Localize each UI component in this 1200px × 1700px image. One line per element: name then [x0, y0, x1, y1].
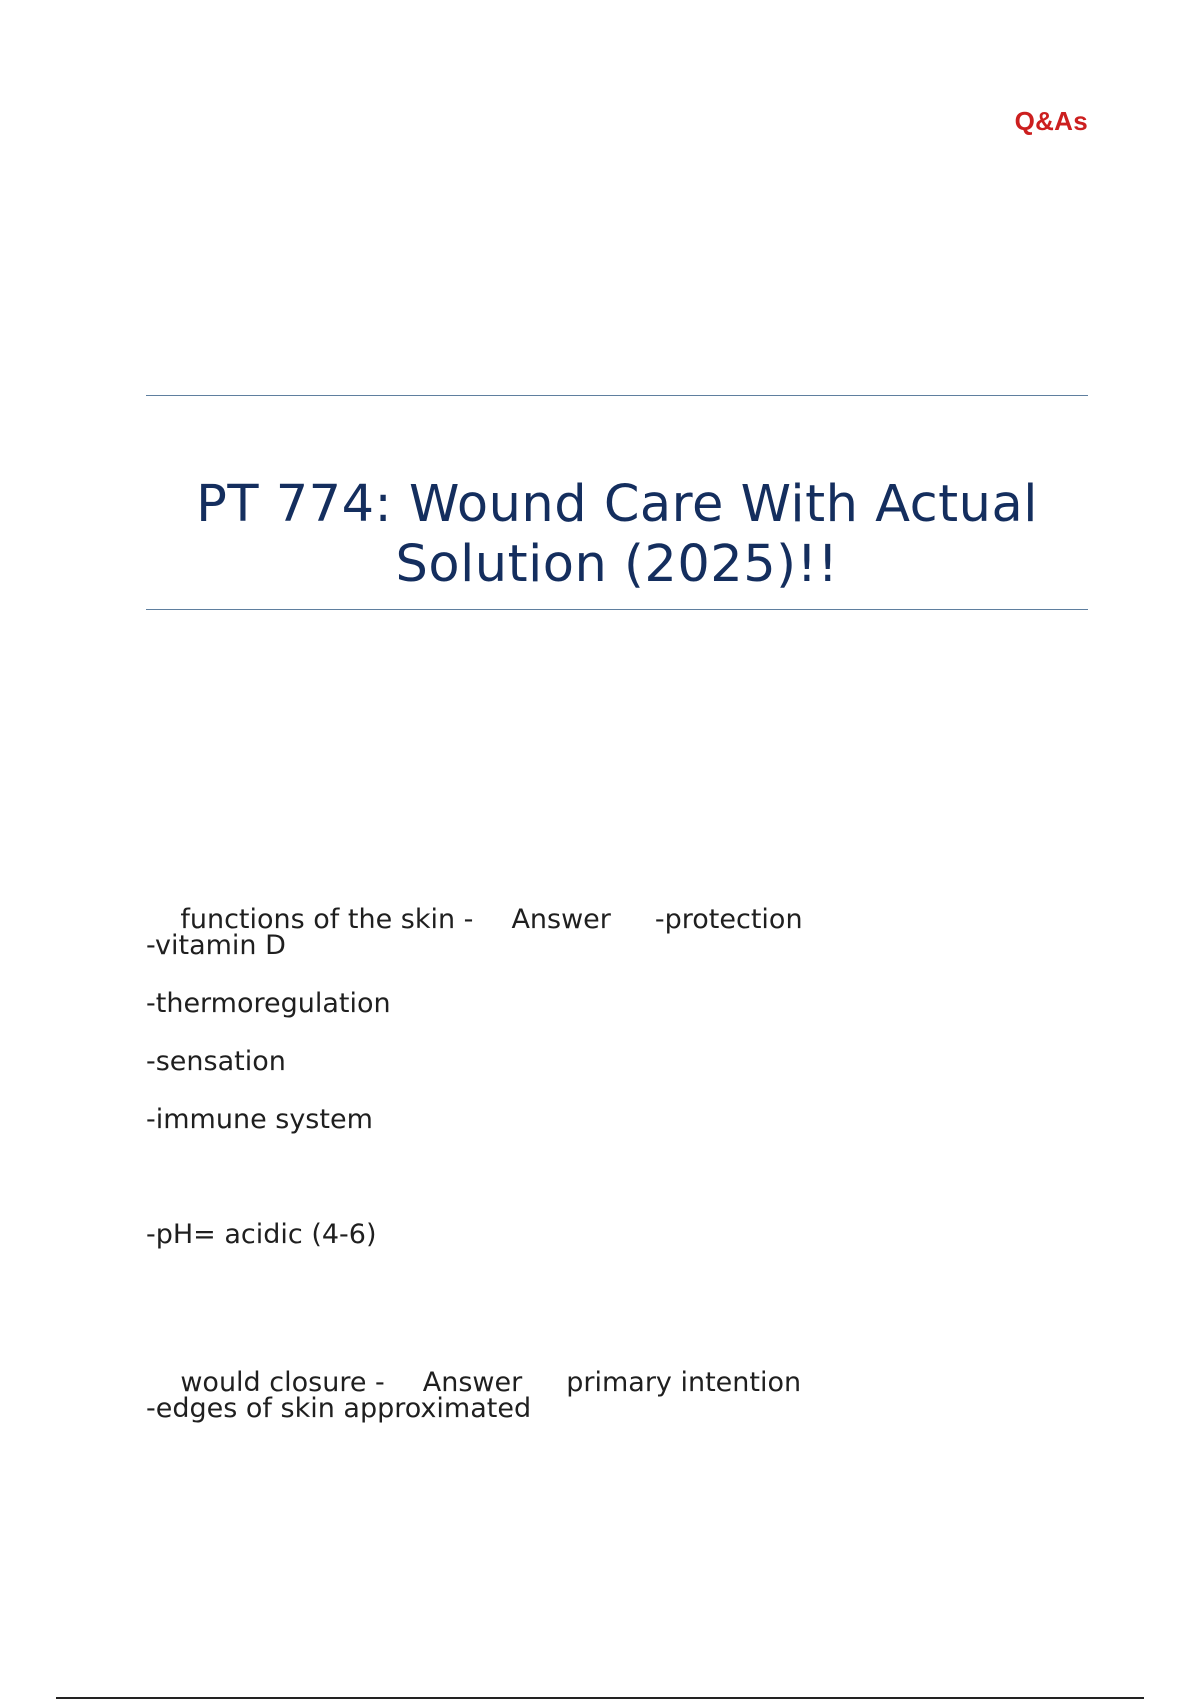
qa-1-answer-line: -vitamin D — [146, 930, 286, 961]
qa-1-answer-first: -protection — [654, 904, 803, 935]
qa-1-answer-line: -immune system — [146, 1104, 373, 1135]
qa-2-answer-label: Answer — [422, 1367, 523, 1398]
qa-2-question: would closure - — [180, 1367, 385, 1398]
qa-2-answer-line: -edges of skin approximated — [146, 1393, 532, 1424]
title-line-2: Solution (2025)!! — [395, 535, 839, 594]
qa-2-answer-first: primary intention — [566, 1367, 802, 1398]
qa-1-question: functions of the skin - — [180, 904, 474, 935]
title-bottom-rule — [146, 609, 1088, 610]
qas-tag: Q&As — [1014, 106, 1088, 136]
qa-1-answer-line: -pH= acidic (4-6) — [146, 1219, 377, 1250]
qa-1-answer-line: -sensation — [146, 1046, 286, 1077]
qa-1-answer-label: Answer — [511, 904, 611, 935]
title-line-1: PT 774: Wound Care With Actual — [196, 475, 1038, 534]
footer-rule — [56, 1697, 1144, 1699]
document-title — [146, 475, 1088, 595]
qa-1-answer-line: -thermoregulation — [146, 988, 391, 1019]
title-top-rule — [146, 395, 1088, 396]
